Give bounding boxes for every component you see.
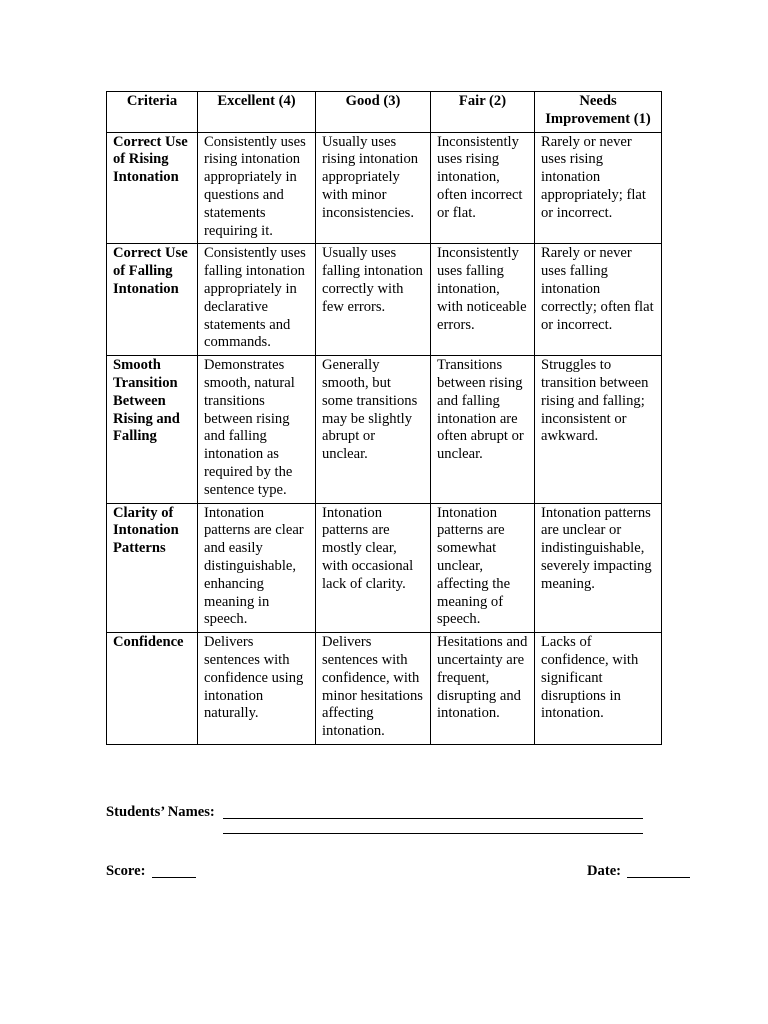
excellent-cell: Consistently uses rising intonation appropriately in questions and statements requiring it.	[198, 132, 316, 244]
score-line[interactable]	[152, 877, 196, 878]
header-excellent: Excellent (4)	[198, 92, 316, 133]
score-label: Score:	[106, 863, 146, 879]
table-row	[107, 503, 662, 633]
table-row	[107, 132, 662, 244]
excellent-cell: Consistently uses falling intonation appropriately in declarative statements and commands.	[198, 244, 316, 356]
date-label: Date:	[587, 863, 622, 879]
table-row	[107, 356, 662, 503]
good-cell: Usually uses falling intonation correctly with few errors.	[316, 244, 431, 356]
criteria-cell: Correct Use of Falling Intonation	[107, 244, 198, 356]
criteria-cell: Smooth Transition Between Rising and Falling	[107, 356, 198, 503]
good-cell: Generally smooth, but some transitions may be slightly abrupt or unclear.	[316, 356, 431, 503]
header-good: Good (3)	[316, 92, 431, 133]
header-criteria: Criteria	[107, 92, 198, 133]
criteria-cell: Correct Use of Rising Intonation	[107, 132, 198, 244]
criteria-cell: Confidence	[107, 633, 198, 745]
good-cell: Delivers sentences with confidence, with minor hesitations affecting intonation.	[316, 633, 431, 745]
excellent-cell: Intonation patterns are clear and easily distinguishable, enhancing meaning in speech.	[198, 503, 316, 633]
excellent-cell: Delivers sentences with confidence using intonation naturally.	[198, 633, 316, 745]
header-fair: Fair (2)	[431, 92, 535, 133]
needs-improvement-cell: Intonation patterns are unclear or indistinguishable, severely impacting meaning.	[535, 503, 662, 633]
date-line[interactable]	[627, 877, 690, 878]
needs-improvement-cell: Struggles to transition between rising and falling; inconsistent or awkward.	[535, 356, 662, 503]
good-cell: Intonation patterns are mostly clear, with occasional lack of clarity.	[316, 503, 431, 633]
fair-cell: Intonation patterns are somewhat unclear, affecting the meaning of speech.	[431, 503, 535, 633]
needs-improvement-cell: Rarely or never uses falling intonation correctly; often flat or incorrect.	[535, 244, 662, 356]
table-row	[107, 244, 662, 356]
header-row	[107, 92, 662, 133]
students-names-line-2[interactable]	[223, 833, 643, 834]
rubric-table	[106, 91, 662, 745]
fair-cell: Inconsistently uses falling intonation, with noticeable errors.	[431, 244, 535, 356]
students-names-label: Students’ Names:	[106, 804, 215, 820]
needs-improvement-cell: Rarely or never uses rising intonation appropriately; flat or incorrect.	[535, 132, 662, 244]
table-row	[107, 633, 662, 745]
header-needs-improvement: Needs Improvement (1)	[535, 92, 662, 133]
fair-cell: Hesitations and uncertainty are frequent, disrupting and intonation.	[431, 633, 535, 745]
excellent-cell: Demonstrates smooth, natural transitions between rising and falling intonation as required by the sentence type.	[198, 356, 316, 503]
fair-cell: Inconsistently uses rising intonation, often incorrect or flat.	[431, 132, 535, 244]
fair-cell: Transitions between rising and falling intonation are often abrupt or unclear.	[431, 356, 535, 503]
needs-improvement-cell: Lacks of confidence, with significant disruptions in intonation.	[535, 633, 662, 745]
criteria-cell: Clarity of Intonation Patterns	[107, 503, 198, 633]
good-cell: Usually uses rising intonation appropriately with minor inconsistencies.	[316, 132, 431, 244]
students-names-line-1[interactable]	[223, 818, 643, 819]
